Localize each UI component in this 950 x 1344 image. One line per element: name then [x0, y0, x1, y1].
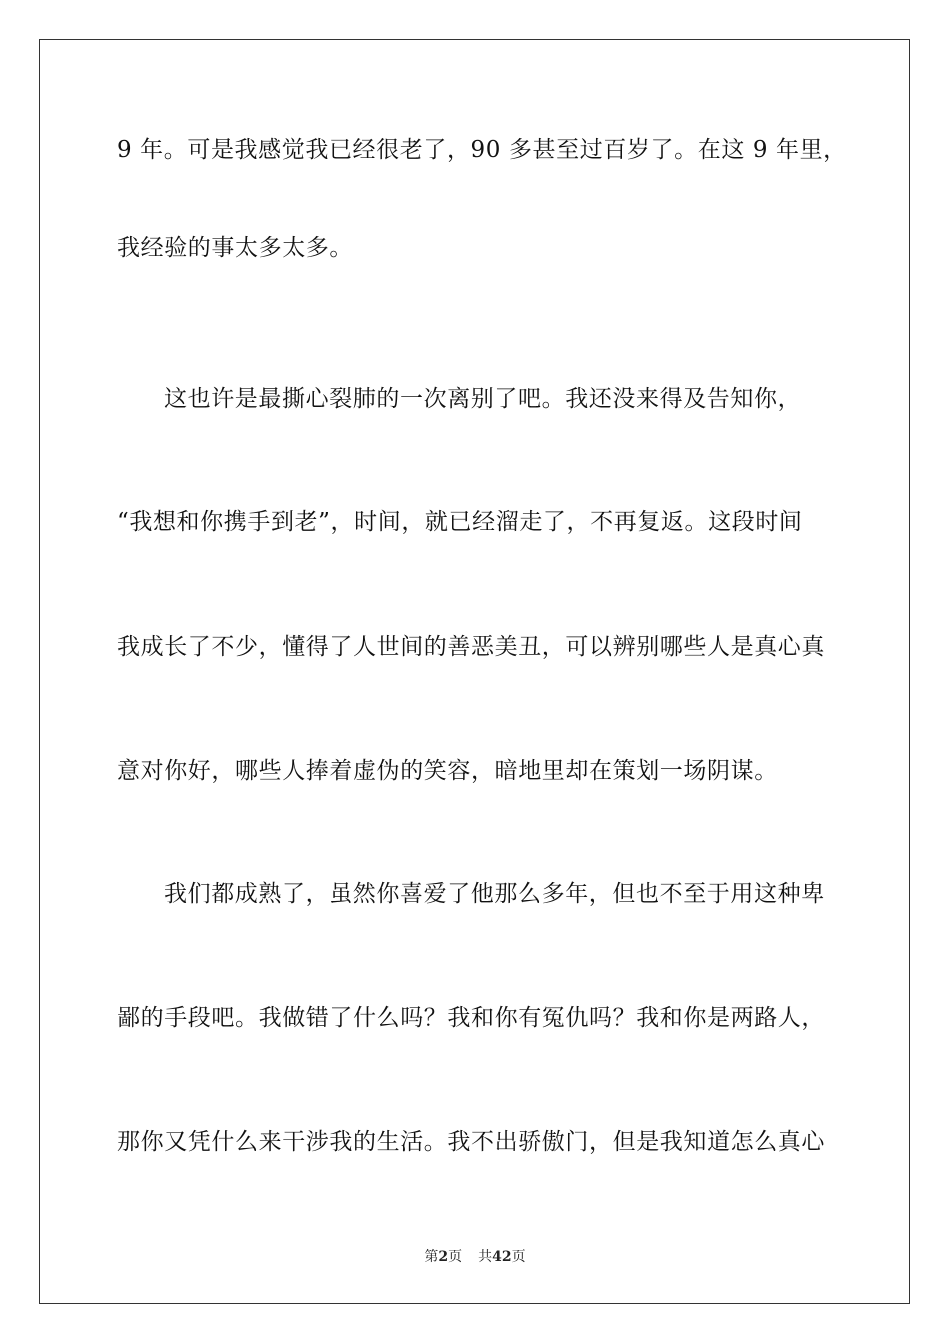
- page-number: 2: [438, 1249, 449, 1265]
- text-line: “我想和你携手到老”，时间，就已经溜走了，不再复返。这段时间: [117, 509, 803, 535]
- total-prefix: 共: [478, 1249, 493, 1265]
- paragraph-first-line: 这也许是最撕心裂肺的一次离别了吧。我还没来得及告知你，: [164, 386, 802, 412]
- text-line: 意对你好，哪些人捧着虚伪的笑容，暗地里却在策划一场阴谋。: [117, 758, 778, 784]
- total-pages: 42: [492, 1249, 512, 1265]
- text-line: 我成长了不少，懂得了人世间的善恶美丑，可以辨别哪些人是真心真: [117, 634, 825, 660]
- page-suffix: 页: [448, 1249, 463, 1265]
- text-line: 鄙的手段吧。我做错了什么吗？我和你有冤仇吗？我和你是两路人，: [117, 1005, 825, 1031]
- paragraph-first-line: 我们都成熟了，虽然你喜爱了他那么多年，但也不至于用这种卑: [164, 881, 825, 907]
- text-line: 我经验的事太多太多。: [117, 235, 353, 261]
- text-line: 那你又凭什么来干涉我的生活。我不出骄傲门，但是我知道怎么真心: [117, 1129, 825, 1155]
- page-border: [39, 39, 910, 1304]
- page-prefix: 第: [424, 1249, 439, 1265]
- text-line: 9 年。可是我感觉我已经很老了，90 多甚至过百岁了。在这 9 年里，: [117, 137, 847, 163]
- total-suffix: 页: [511, 1249, 526, 1265]
- page-footer: [0, 1248, 950, 1266]
